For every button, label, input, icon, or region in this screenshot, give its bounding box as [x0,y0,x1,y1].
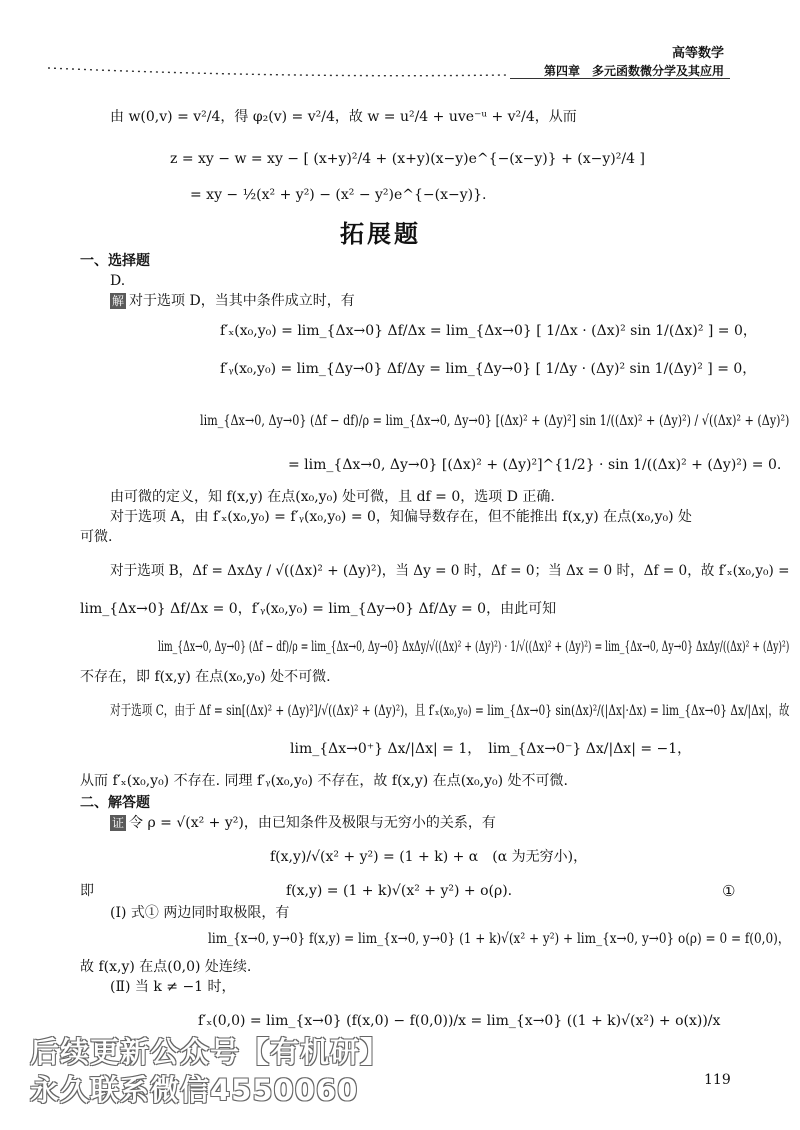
answer-line: D. [110,273,126,289]
solution-tag-icon: 解 [112,294,125,308]
text-line: 不存在，即 f(x,y) 在点(x₀,y₀) 处不可微. [80,669,331,685]
header-chapter-title: 第四章 多元函数微分学及其应用 [543,64,724,78]
text-line: 即 [80,883,94,899]
header-dotted-rule [48,66,508,78]
equation-number: ① [722,882,736,900]
text-line: 对于选项 A，由 f′ₓ(x₀,y₀) = f′ᵧ(x₀,y₀) = 0，知偏导数存在，但不能推出 f(x,y) 在点(x₀,y₀) 处 [110,509,693,525]
formula-line: lim_{x→0, y→0} f(x,y) = lim_{x→0, y→0} (1 + k)√(x² + y²) + lim_{x→0, y→0} o(ρ) = 0 = f(0,0)， [208,931,790,947]
formula-line: f′ₓ(x₀,y₀) = lim_{Δx→0} Δf/Δx = lim_{Δx→0} [ 1/Δx · (Δx)² sin 1/(Δx)² ] = 0， [220,323,757,339]
text-span: 对于选项 D，当其中条件成立时，有 [129,293,355,309]
text-line: 对于选项 C，由于 Δf = sin[(Δx)² + (Δy)²]/√((Δx)² + (Δy)²)，且 f′ₓ(x₀,y₀) = lim_{Δx→0} sin(Δx)²/(|Δx|·Δx) = lim_{Δx→0} Δx/|Δx|，故 [110,703,790,719]
text-span: 令 ρ = √(x² + y²)，由已知条件及极限与无穷小的关系，有 [129,815,496,831]
text-line: 由可微的定义，知 f(x,y) 在点(x₀,y₀) 处可微，且 df = 0，选项 D 正确. [110,489,555,505]
formula-line: f(x,y) = (1 + k)√(x² + y²) + o(ρ). [286,883,513,899]
text-line: 可微. [80,529,113,545]
text-line: (Ⅱ) 当 k ≠ −1 时， [110,979,236,995]
text-line: lim_{Δx→0} Δf/Δx = 0，f′ᵧ(x₀,y₀) = lim_{Δy→0} Δf/Δy = 0，由此可知 [80,601,557,617]
formula-line: f′ᵧ(x₀,y₀) = lim_{Δy→0} Δf/Δy = lim_{Δy→0} [ 1/Δy · (Δy)² sin 1/(Δy)² ] = 0， [220,361,757,377]
text-line [110,814,496,832]
formula-line: lim_{Δx→0⁺} Δx/|Δx| = 1， lim_{Δx→0⁻} Δx/|Δx| = −1， [290,741,692,757]
page-number: 119 [704,1072,731,1088]
text-line [110,292,355,310]
formula-line: lim_{Δx→0, Δy→0} (Δf − df)/ρ = lim_{Δx→0, Δy→0} [(Δx)² + (Δy)²] sin 1/((Δx)² + (Δy)²) / √((Δx)² + (Δy)²) [200,413,790,429]
formula-line: f(x,y)/√(x² + y²) = (1 + k) + α (α 为无穷小)， [270,849,588,865]
watermark-line-1: 后续更新公众号【有机研】 [30,1035,391,1069]
text-line: 从而 f′ₓ(x₀,y₀) 不存在. 同理 f′ᵧ(x₀,y₀) 不存在，故 f(x,y) 在点(x₀,y₀) 处不可微. [80,773,568,789]
text-line: 故 f(x,y) 在点(0,0) 处连续. [80,959,252,975]
section-heading-solve: 二、解答题 [80,795,150,811]
formula-line: z = xy − w = xy − [ (x+y)²/4 + (x+y)(x−y)e^{−(x−y)} + (x−y)²/4 ] [170,151,645,167]
section-heading-choice: 一、选择题 [80,253,150,269]
watermark-line-2: 永久联系微信4550060 [30,1073,359,1107]
section-title-expand: 拓展题 [340,220,421,248]
formula-line: f′ₓ(0,0) = lim_{x→0} (f(x,0) − f(0,0))/x = lim_{x→0} ((1 + k)√(x²) + o(x))/x [198,1013,721,1029]
formula-line: lim_{Δx→0, Δy→0} (Δf − df)/ρ = lim_{Δx→0, Δy→0} ΔxΔy/√((Δx)² + (Δy)²) · 1/√((Δx)² + (Δy)²) = lim_{Δx→0, Δy→0} ΔxΔy/((Δx)² + (Δy)²) [158,639,790,655]
header-book-title: 高等数学 [671,46,724,61]
text-line: 对于选项 B，Δf = ΔxΔy / √((Δx)² + (Δy)²)，当 Δy = 0 时，Δf = 0；当 Δx = 0 时，Δf = 0，故 f′ₓ(x₀,y₀) = [110,563,790,579]
formula-line: = xy − ½(x² + y²) − (x² − y²)e^{−(x−y)}. [190,187,487,203]
formula-line: = lim_{Δx→0, Δy→0} [(Δx)² + (Δy)²]^{1/2} · sin 1/((Δx)² + (Δy)²) = 0. [288,457,782,473]
text-line: 由 w(0,v) = v²/4，得 φ₂(v) = v²/4，故 w = u²/4 + uve⁻ᵘ + v²/4，从而 [110,109,577,125]
text-line: (Ⅰ) 式① 两边同时取极限，有 [110,905,290,921]
header-rule [510,78,730,79]
proof-tag-icon: 证 [112,816,125,830]
